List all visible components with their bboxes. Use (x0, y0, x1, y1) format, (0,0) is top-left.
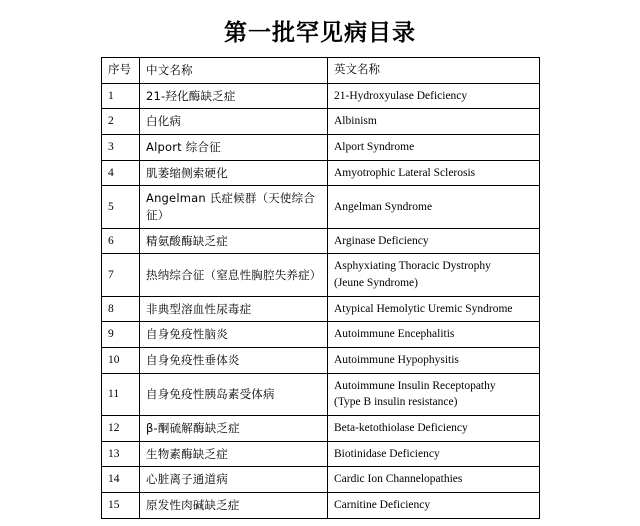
cell-chinese-name: 热纳综合征（窒息性胸腔失养症） (140, 254, 328, 296)
cell-chinese-name: 心脏离子通道病 (140, 467, 328, 493)
english-name-line: Amyotrophic Lateral Sclerosis (334, 166, 476, 179)
table-row (102, 186, 540, 228)
english-name-line: Biotinidase Deficiency (334, 447, 440, 460)
table-row (102, 228, 540, 254)
table-row (102, 348, 540, 374)
cell-chinese-name: β-酮硫解酶缺乏症 (140, 416, 328, 442)
english-name-line: Angelman Syndrome (334, 200, 433, 213)
table-row (102, 322, 540, 348)
cell-english-name (328, 416, 540, 442)
cell-chinese-name: 21-羟化酶缺乏症 (140, 83, 328, 109)
english-name-line: Autoimmune Insulin Receptopathy (334, 379, 496, 392)
cell-sequence-number: 11 (102, 373, 140, 415)
cell-english-name (328, 322, 540, 348)
cell-sequence-number: 14 (102, 467, 140, 493)
rare-disease-catalog-table (101, 57, 540, 519)
document-page (0, 14, 640, 526)
cell-chinese-name: 肌萎缩侧索硬化 (140, 160, 328, 186)
table-row (102, 441, 540, 467)
cell-english-name (328, 135, 540, 161)
english-name-line: Arginase Deficiency (334, 234, 429, 247)
cell-chinese-name: 白化病 (140, 109, 328, 135)
table-body (102, 58, 540, 519)
page-title: 第一批罕见病目录 (224, 20, 416, 45)
table-row (102, 83, 540, 109)
table-row (102, 160, 540, 186)
cell-sequence-number: 7 (102, 254, 140, 296)
cell-sequence-number: 9 (102, 322, 140, 348)
cell-english-name (328, 348, 540, 374)
cell-chinese-name: Alport 综合征 (140, 135, 328, 161)
english-name-line: (Jeune Syndrome) (334, 277, 418, 290)
table-header-row (102, 58, 540, 84)
cell-english-name (328, 83, 540, 109)
cell-english-name (328, 441, 540, 467)
english-name-line: Asphyxiating Thoracic Dystrophy (334, 260, 491, 273)
cell-english-name (328, 160, 540, 186)
cell-sequence-number: 12 (102, 416, 140, 442)
cell-sequence-number: 8 (102, 296, 140, 322)
cell-chinese-name: 精氨酸酶缺乏症 (140, 228, 328, 254)
english-name-line: (Type B insulin resistance) (334, 396, 458, 409)
cell-sequence-number: 1 (102, 83, 140, 109)
cell-sequence-number: 4 (102, 160, 140, 186)
english-name-line: Carnitine Deficiency (334, 499, 431, 512)
english-name-line: 21-Hydroxyulase Deficiency (334, 89, 468, 102)
table-row (102, 467, 540, 493)
table-row (102, 296, 540, 322)
header-english-name: 英文名称 (328, 58, 540, 84)
cell-sequence-number: 2 (102, 109, 140, 135)
english-name-line: Autoimmune Hypophysitis (334, 354, 459, 367)
table-row (102, 493, 540, 519)
cell-chinese-name: 非典型溶血性尿毒症 (140, 296, 328, 322)
english-name-line: Autoimmune Encephalitis (334, 328, 455, 341)
table-row (102, 254, 540, 296)
english-name-line: Beta-ketothiolase Deficiency (334, 422, 468, 435)
cell-english-name (328, 109, 540, 135)
table-row (102, 373, 540, 415)
header-chinese-name: 中文名称 (140, 58, 328, 84)
cell-english-name (328, 467, 540, 493)
cell-sequence-number: 5 (102, 186, 140, 228)
table-row (102, 135, 540, 161)
cell-chinese-name: Angelman 氏症候群（天使综合征） (140, 186, 328, 228)
english-name-line: Cardic Ion Channelopathies (334, 473, 463, 486)
cell-english-name (328, 254, 540, 296)
cell-chinese-name: 自身免疫性脑炎 (140, 322, 328, 348)
cell-chinese-name: 自身免疫性胰岛素受体病 (140, 373, 328, 415)
cell-english-name (328, 296, 540, 322)
table-row (102, 416, 540, 442)
header-seq: 序号 (102, 58, 140, 84)
english-name-line: Atypical Hemolytic Uremic Syndrome (334, 302, 513, 315)
english-name-line: Albinism (334, 115, 377, 128)
cell-chinese-name: 自身免疫性垂体炎 (140, 348, 328, 374)
cell-sequence-number: 15 (102, 493, 140, 519)
table-row (102, 109, 540, 135)
english-name-line: Alport Syndrome (334, 141, 415, 154)
cell-english-name (328, 493, 540, 519)
cell-sequence-number: 10 (102, 348, 140, 374)
cell-english-name (328, 373, 540, 415)
cell-english-name (328, 228, 540, 254)
catalog-table-wrap (101, 57, 539, 519)
cell-sequence-number: 3 (102, 135, 140, 161)
cell-sequence-number: 6 (102, 228, 140, 254)
cell-english-name (328, 186, 540, 228)
cell-sequence-number: 13 (102, 441, 140, 467)
cell-chinese-name: 原发性肉碱缺乏症 (140, 493, 328, 519)
cell-chinese-name: 生物素酶缺乏症 (140, 441, 328, 467)
